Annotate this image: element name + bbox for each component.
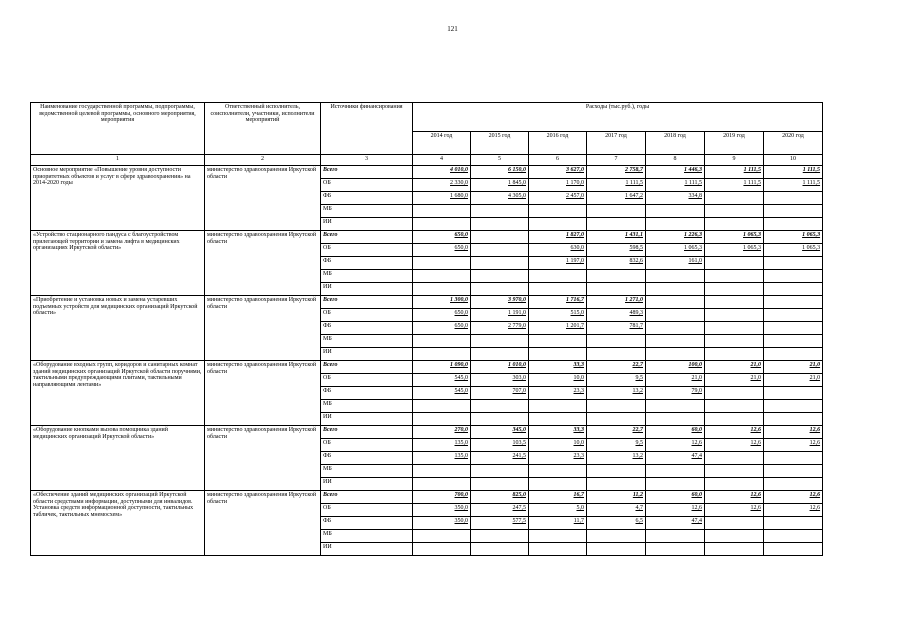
expense-value: 103,5 [471, 439, 529, 452]
expense-value: 1 111,5 [764, 166, 823, 179]
expense-value [587, 348, 646, 361]
measure-executor: министерство здравоохранения Иркутской области [205, 231, 321, 296]
header-year: 2015 год [471, 132, 529, 155]
expense-value [764, 270, 823, 283]
expense-value [764, 413, 823, 426]
expense-value [471, 465, 529, 478]
funding-source: ОБ [321, 374, 413, 387]
expense-value: 1 197,0 [529, 257, 587, 270]
measure-name: «Приобретение и установка новых и замена устаревших подъемных устройств для медицинских организаций Иркутской области» [31, 296, 205, 361]
expense-value: 489,3 [587, 309, 646, 322]
expense-value: 1 065,3 [646, 244, 705, 257]
header-expenses: Расходы (тыс.руб.), годы [413, 103, 823, 132]
expense-value [646, 478, 705, 491]
expense-value: 1 271,0 [587, 296, 646, 309]
expense-value: 334,8 [646, 192, 705, 205]
expense-value [764, 335, 823, 348]
expense-value [529, 283, 587, 296]
expense-value: 23,3 [529, 387, 587, 400]
expense-value: 6,5 [587, 517, 646, 530]
expense-value [705, 296, 764, 309]
expense-value: 12,6 [646, 439, 705, 452]
expense-value: 4 010,0 [413, 166, 471, 179]
expense-value: 577,5 [471, 517, 529, 530]
expense-value [413, 283, 471, 296]
funding-source: МБ [321, 335, 413, 348]
expense-value [529, 465, 587, 478]
expense-value: 303,0 [471, 374, 529, 387]
expense-value: 161,0 [646, 257, 705, 270]
expense-value [471, 478, 529, 491]
expense-value: 3 627,0 [529, 166, 587, 179]
expense-value: 1 201,7 [529, 322, 587, 335]
expense-value: 2 330,0 [413, 179, 471, 192]
funding-source: ФБ [321, 322, 413, 335]
table-row [31, 361, 823, 374]
header-name: Наименование государственной программы, подпрограммы, ведомственной целевой программы, основного мероприятия, мероприятия [31, 103, 205, 155]
funding-source: ОБ [321, 504, 413, 517]
expense-value: 700,0 [413, 491, 471, 504]
expense-value [471, 205, 529, 218]
expense-value [587, 413, 646, 426]
expense-value: 350,0 [413, 504, 471, 517]
expense-value: 1 111,5 [587, 179, 646, 192]
funding-source: Всего [321, 491, 413, 504]
table-row [31, 296, 823, 309]
expense-value [471, 257, 529, 270]
expense-value [705, 387, 764, 400]
expense-value: 650,0 [413, 309, 471, 322]
measure-name: «Обеспечение зданий медицинских организаций Иркутской области средствами информации, доступными для инвалидов. Установка средств информационной доступности, тактильных табличек, тактильных мнемосхем» [31, 491, 205, 556]
measure-name: «Оборудование входных групп, коридоров и санитарных комнат зданий медицинских организаций Иркутской области поручнями, тактильными предупреждающими плитами, тактильными направляющими лентами» [31, 361, 205, 426]
expense-value [413, 465, 471, 478]
expense-value [471, 400, 529, 413]
expense-value: 1 827,0 [529, 231, 587, 244]
expense-value: 832,6 [587, 257, 646, 270]
funding-source: МБ [321, 530, 413, 543]
expense-value: 1 010,0 [471, 361, 529, 374]
funding-source: Всего [321, 296, 413, 309]
expense-value [705, 452, 764, 465]
expense-value [413, 400, 471, 413]
expense-value: 345,0 [471, 426, 529, 439]
funding-source: ОБ [321, 439, 413, 452]
table-row [31, 231, 823, 244]
expense-value [764, 387, 823, 400]
funding-source: МБ [321, 270, 413, 283]
page-number: 121 [447, 25, 458, 33]
expense-value: 2 779,0 [471, 322, 529, 335]
expense-value: 2 758,7 [587, 166, 646, 179]
expense-value: 60,0 [646, 491, 705, 504]
expense-value [471, 348, 529, 361]
measure-executor: министерство здравоохранения Иркутской области [205, 491, 321, 556]
expense-value [413, 530, 471, 543]
expense-value [471, 244, 529, 257]
expense-value: 21,0 [764, 361, 823, 374]
expense-value: 1 647,2 [587, 192, 646, 205]
expense-value [764, 283, 823, 296]
header-year: 2017 год [587, 132, 646, 155]
expense-value [471, 231, 529, 244]
expense-value: 6 150,0 [471, 166, 529, 179]
expense-value: 270,0 [413, 426, 471, 439]
expense-value: 135,0 [413, 439, 471, 452]
column-number: 5 [471, 155, 529, 166]
expense-value: 1 065,3 [764, 231, 823, 244]
funding-source: ИИ [321, 218, 413, 231]
column-number: 10 [764, 155, 823, 166]
expense-value [413, 205, 471, 218]
funding-source: ИИ [321, 283, 413, 296]
expense-value [764, 309, 823, 322]
expense-value: 1 845,0 [471, 179, 529, 192]
expense-value: 13,2 [587, 387, 646, 400]
table-row [31, 491, 823, 504]
measure-name: «Устройство стационарного пандуса с благоустройством прилегающей территории и замена лифта в медицинских организациях Иркутской области» [31, 231, 205, 296]
column-number: 7 [587, 155, 646, 166]
expense-value [471, 530, 529, 543]
measure-executor: министерство здравоохранения Иркутской области [205, 296, 321, 361]
expense-value: 23,3 [529, 452, 587, 465]
expense-value [471, 413, 529, 426]
expense-value: 47,4 [646, 517, 705, 530]
expense-value [705, 309, 764, 322]
measure-name: Основное мероприятие «Повышение уровня доступности приоритетных объектов и услуг в сфере здравоохранения» на 2014-2020 годы [31, 166, 205, 231]
expense-value [413, 335, 471, 348]
expense-value: 350,0 [413, 517, 471, 530]
column-number: 1 [31, 155, 205, 166]
expense-value [705, 400, 764, 413]
expense-value: 10,0 [529, 374, 587, 387]
expense-value [646, 400, 705, 413]
table-body [31, 166, 823, 556]
header-year: 2019 год [705, 132, 764, 155]
expense-value [529, 205, 587, 218]
funding-source: Всего [321, 231, 413, 244]
table-row [31, 426, 823, 439]
expense-value: 79,0 [646, 387, 705, 400]
column-number: 9 [705, 155, 764, 166]
expense-value: 12,6 [646, 504, 705, 517]
funding-source: ОБ [321, 244, 413, 257]
expense-value [587, 400, 646, 413]
funding-source: МБ [321, 400, 413, 413]
expense-value [646, 283, 705, 296]
expense-value: 1 111,5 [764, 179, 823, 192]
expense-value: 3 970,0 [471, 296, 529, 309]
expense-value [705, 205, 764, 218]
expense-value: 650,0 [413, 231, 471, 244]
expense-value: 12,6 [705, 439, 764, 452]
expense-value [705, 322, 764, 335]
expense-value [587, 283, 646, 296]
funding-source: ОБ [321, 179, 413, 192]
expense-value [705, 478, 764, 491]
expense-value [764, 452, 823, 465]
expense-value [705, 413, 764, 426]
expense-value [646, 218, 705, 231]
expense-value: 825,0 [471, 491, 529, 504]
expense-value: 13,2 [587, 452, 646, 465]
expense-value: 12,6 [764, 504, 823, 517]
table-row [31, 166, 823, 179]
expense-value: 33,3 [529, 361, 587, 374]
expense-value [529, 400, 587, 413]
expense-value [646, 335, 705, 348]
expense-value: 12,6 [705, 426, 764, 439]
expense-value [471, 218, 529, 231]
header-executor: Ответственный исполнитель, соисполнители, участники, исполнители мероприятий [205, 103, 321, 155]
expense-value [471, 335, 529, 348]
expense-value: 1 300,0 [413, 296, 471, 309]
expense-value [471, 283, 529, 296]
funding-source: ФБ [321, 452, 413, 465]
expense-value [646, 530, 705, 543]
budget-table [30, 102, 823, 556]
expense-value: 1 716,7 [529, 296, 587, 309]
expense-value [764, 296, 823, 309]
expense-value: 1 065,3 [764, 244, 823, 257]
expense-value [705, 530, 764, 543]
expense-value: 21,0 [705, 374, 764, 387]
expense-value: 12,6 [764, 491, 823, 504]
expense-value: 781,7 [587, 322, 646, 335]
funding-source: Всего [321, 361, 413, 374]
expense-value: 12,6 [705, 491, 764, 504]
expense-value: 1 446,3 [646, 166, 705, 179]
expense-value [764, 465, 823, 478]
expense-value: 545,0 [413, 387, 471, 400]
expense-value: 598,5 [587, 244, 646, 257]
expense-value [529, 543, 587, 556]
expense-value: 1 111,5 [646, 179, 705, 192]
expense-value: 1 680,0 [413, 192, 471, 205]
expense-value [587, 205, 646, 218]
funding-source: ФБ [321, 387, 413, 400]
expense-value: 33,3 [529, 426, 587, 439]
expense-value [587, 465, 646, 478]
expense-value: 1 111,5 [705, 166, 764, 179]
expense-value: 12,6 [705, 504, 764, 517]
expense-value [764, 192, 823, 205]
expense-value [764, 218, 823, 231]
expense-value: 21,0 [764, 374, 823, 387]
expense-value [705, 348, 764, 361]
expense-value: 21,0 [646, 374, 705, 387]
expense-value [413, 413, 471, 426]
expense-value [646, 322, 705, 335]
measure-name: «Оборудование кнопками вызова помощника зданий медицинских организаций Иркутской области» [31, 426, 205, 491]
expense-value: 5,0 [529, 504, 587, 517]
funding-source: ИИ [321, 543, 413, 556]
expense-value [587, 218, 646, 231]
header-year: 2014 год [413, 132, 471, 155]
measure-executor: министерство здравоохранения Иркутской области [205, 426, 321, 491]
expense-value [764, 478, 823, 491]
expense-value: 2 457,0 [529, 192, 587, 205]
expense-value: 630,0 [529, 244, 587, 257]
expense-value [529, 218, 587, 231]
expense-value [471, 270, 529, 283]
expense-value: 4 305,0 [471, 192, 529, 205]
expense-value [764, 517, 823, 530]
expense-value [705, 517, 764, 530]
expense-value [529, 348, 587, 361]
expense-value [413, 543, 471, 556]
column-number: 6 [529, 155, 587, 166]
expense-value [587, 543, 646, 556]
expense-value [646, 270, 705, 283]
expense-value: 1 170,0 [529, 179, 587, 192]
expense-value: 4,7 [587, 504, 646, 517]
expense-value [529, 335, 587, 348]
expense-value [705, 270, 764, 283]
expense-value [587, 270, 646, 283]
header-year: 2018 год [646, 132, 705, 155]
expense-value: 650,0 [413, 244, 471, 257]
expense-value: 1 111,5 [705, 179, 764, 192]
expense-value: 21,0 [705, 361, 764, 374]
expense-value [705, 192, 764, 205]
expense-value [764, 257, 823, 270]
funding-source: ИИ [321, 413, 413, 426]
expense-value [413, 257, 471, 270]
expense-value [705, 543, 764, 556]
expense-value [529, 478, 587, 491]
expense-value: 11,7 [529, 517, 587, 530]
expense-value: 22,7 [587, 361, 646, 374]
header-year: 2016 год [529, 132, 587, 155]
expense-value [529, 413, 587, 426]
expense-value: 545,0 [413, 374, 471, 387]
expense-value [587, 530, 646, 543]
expense-value: 16,7 [529, 491, 587, 504]
expense-value [705, 283, 764, 296]
expense-value: 10,0 [529, 439, 587, 452]
expense-value: 1 191,0 [471, 309, 529, 322]
expense-value [764, 348, 823, 361]
measure-executor: министерство здравоохранения Иркутской области [205, 166, 321, 231]
funding-source: ОБ [321, 309, 413, 322]
expense-value [646, 205, 705, 218]
expense-value [764, 530, 823, 543]
expense-value: 100,0 [646, 361, 705, 374]
header-source: Источники финансирования [321, 103, 413, 155]
column-number: 4 [413, 155, 471, 166]
expense-value: 9,5 [587, 374, 646, 387]
expense-value [646, 348, 705, 361]
header-year: 2020 год [764, 132, 823, 155]
measure-executor: министерство здравоохранения Иркутской области [205, 361, 321, 426]
expense-value [646, 543, 705, 556]
funding-source: Всего [321, 166, 413, 179]
expense-value: 650,0 [413, 322, 471, 335]
column-number: 8 [646, 155, 705, 166]
expense-value [705, 465, 764, 478]
expense-value [764, 543, 823, 556]
expense-value: 12,6 [764, 426, 823, 439]
funding-source: ФБ [321, 517, 413, 530]
expense-value [587, 478, 646, 491]
expense-value [646, 309, 705, 322]
funding-source: МБ [321, 465, 413, 478]
expense-value [705, 257, 764, 270]
expense-value: 1 065,3 [705, 231, 764, 244]
expense-value: 1 431,1 [587, 231, 646, 244]
expense-value: 707,0 [471, 387, 529, 400]
expense-value [413, 348, 471, 361]
expense-value [413, 270, 471, 283]
expense-value: 1 090,0 [413, 361, 471, 374]
funding-source: Всего [321, 426, 413, 439]
expense-value: 22,7 [587, 426, 646, 439]
expense-value [471, 543, 529, 556]
expense-value [413, 478, 471, 491]
expense-value [646, 413, 705, 426]
expense-value: 11,2 [587, 491, 646, 504]
funding-source: ИИ [321, 348, 413, 361]
funding-source: ИИ [321, 478, 413, 491]
expense-value: 12,6 [764, 439, 823, 452]
expense-value [705, 218, 764, 231]
expense-value: 1 226,3 [646, 231, 705, 244]
expense-value [764, 205, 823, 218]
funding-source: МБ [321, 205, 413, 218]
column-number: 3 [321, 155, 413, 166]
expense-value [646, 465, 705, 478]
expense-value: 9,5 [587, 439, 646, 452]
expense-value [646, 296, 705, 309]
expense-value [529, 530, 587, 543]
expense-value [705, 335, 764, 348]
expense-value: 247,5 [471, 504, 529, 517]
funding-source: ФБ [321, 192, 413, 205]
expense-value: 135,0 [413, 452, 471, 465]
expense-value [413, 218, 471, 231]
expense-value: 47,4 [646, 452, 705, 465]
expense-value: 60,0 [646, 426, 705, 439]
expense-value [764, 400, 823, 413]
funding-source: ФБ [321, 257, 413, 270]
expense-value [529, 270, 587, 283]
expense-value: 1 065,3 [705, 244, 764, 257]
expense-value: 241,5 [471, 452, 529, 465]
expense-value [764, 322, 823, 335]
expense-value: 515,0 [529, 309, 587, 322]
column-number: 2 [205, 155, 321, 166]
expense-value [587, 335, 646, 348]
